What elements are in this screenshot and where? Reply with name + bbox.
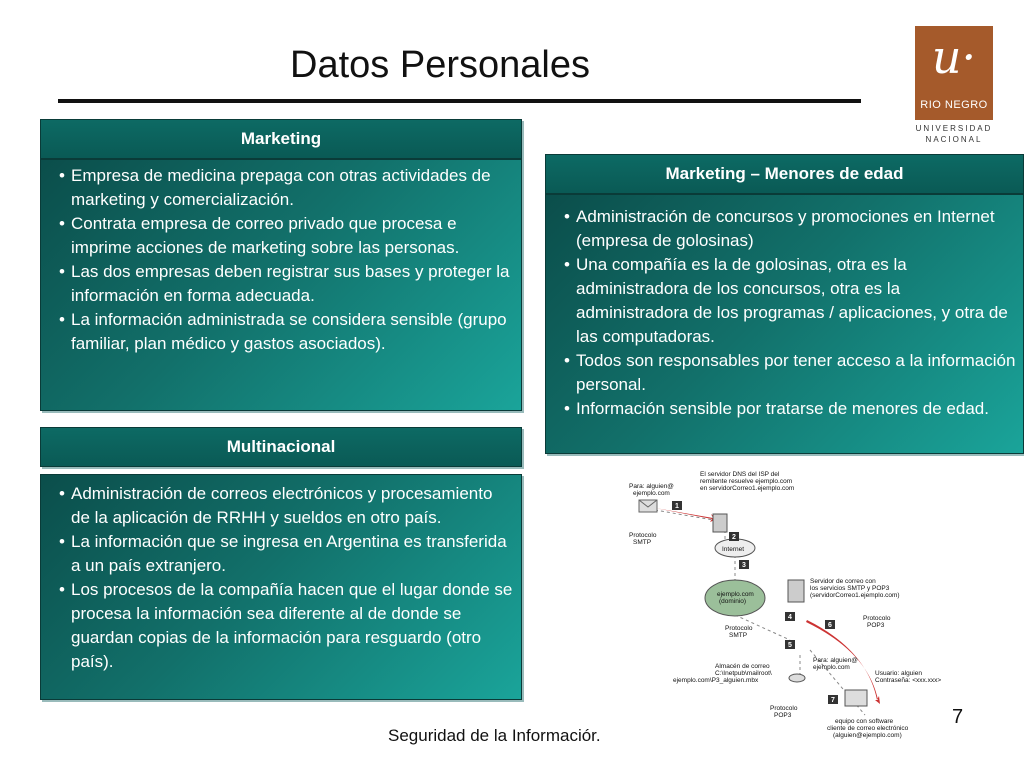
isp-server-icon	[713, 514, 727, 532]
pop1b-label: POP3	[867, 622, 885, 629]
smtp2b-label: SMTP	[729, 632, 748, 639]
footer-text: Seguridad de la Informaciór.	[388, 726, 601, 745]
slide-title: Datos Personales	[290, 44, 590, 86]
multinacional-list	[47, 482, 515, 674]
dns3-label: en servidorCorreo1.ejemplo.com	[700, 485, 795, 492]
menores-item: • Todos son responsables por tener acceso a la información personal.	[552, 349, 1017, 397]
step-number: 1	[675, 503, 679, 510]
smtp1b-label: SMTP	[633, 539, 652, 546]
ejemplo2-label: (dominio)	[719, 598, 747, 605]
dns1-label: El servidor DNS del ISP del	[700, 471, 780, 478]
logo-mark: u·	[931, 30, 977, 84]
menores-item: • Una compañía es la de golosinas, otra es la administradora de los concursos, otra es la administradora de los programas / aplicaciones, y otra de las computadoras.	[552, 253, 1017, 349]
step-number: 3	[742, 562, 746, 569]
para1-label: Para: alguien@	[629, 483, 674, 490]
marketing-header: Marketing	[40, 119, 522, 159]
client-computer-icon	[845, 690, 867, 706]
eq2-label: cliente de correo electrónico	[827, 725, 909, 732]
menores-header: Marketing – Menores de edad	[545, 154, 1024, 194]
logo-nacional: NACIONAL	[925, 135, 983, 144]
marketing-item: • La información administrada se considera sensible (grupo familiar, plan médico y gastos asociados).	[47, 308, 515, 356]
logo-rio-negro: RIO NEGRO	[920, 99, 988, 111]
menores-item: • Información sensible por tratarse de menores de edad.	[552, 397, 1017, 421]
multinacional-item: • Los procesos de la compañía hacen que el lugar donde se procesa la información sea diferente al de donde se guardan copias de la información para resguardo (otro país).	[47, 578, 515, 674]
multinacional-panel	[40, 474, 522, 700]
mail-store-icon	[789, 674, 805, 682]
menores-list	[552, 205, 1017, 421]
pop1a-label: Protocolo	[863, 615, 891, 622]
srv1-label: Servidor de correo con	[810, 578, 876, 585]
usr2-label: Contraseña: <xxx.xxx>	[875, 677, 942, 684]
marketing-list	[47, 164, 515, 356]
marketing-item: • Empresa de medicina prepaga con otras actividades de marketing y comercialización.	[47, 164, 515, 212]
pop2a-label: Protocolo	[770, 705, 798, 712]
email-flow-diagram	[625, 470, 965, 745]
logo-subtitle	[915, 123, 993, 145]
para1b-label: ejemplo.com	[633, 490, 670, 497]
eq3-label: (alguien@ejemplo.com)	[833, 732, 902, 739]
connector-line	[655, 510, 713, 520]
step-number: 4	[788, 614, 792, 621]
menores-panel	[545, 194, 1024, 454]
para2-label: Para: alguien@	[813, 657, 858, 664]
multinacional-item: • Administración de correos electrónicos y procesamiento de la aplicación de RRHH y sueldos en otro país.	[47, 482, 515, 530]
srv3-label: (servidorCorreo1.ejemplo.com)	[810, 592, 900, 599]
step-number: 6	[828, 622, 832, 629]
alm3-label: ejemplo.com\P3_alguien.mbx	[673, 677, 759, 684]
marketing-panel	[40, 159, 522, 411]
smtp1a-label: Protocolo	[629, 532, 657, 539]
step-number: 7	[831, 697, 835, 704]
logo-universidad: UNIVERSIDAD	[915, 124, 993, 133]
multinacional-item: • La información que se ingresa en Argentina es transferida a un país extranjero.	[47, 530, 515, 578]
marketing-item: • Contrata empresa de correo privado que procesa e imprime acciones de marketing sobre las personas.	[47, 212, 515, 260]
usr1-label: Usuario: alguien	[875, 670, 922, 677]
para2b-label: ejemplo.com	[813, 664, 850, 671]
smtp2a-label: Protocolo	[725, 625, 753, 632]
university-logo	[915, 26, 993, 148]
srv2-label: los servicios SMTP y POP3	[810, 585, 890, 592]
step-number: 5	[788, 642, 792, 649]
alm1-label: Almacén de correo	[715, 663, 770, 670]
page-number: 7	[952, 706, 964, 728]
alm2-label: C:\Inetpub\mailroot\	[715, 670, 772, 677]
mail-server-icon	[788, 580, 804, 602]
internet-label: Internet	[722, 546, 745, 553]
menores-item: • Administración de concursos y promociones en Internet (empresa de golosinas)	[552, 205, 1017, 253]
step-number: 2	[732, 534, 736, 541]
eq1-label: equipo con software	[835, 718, 894, 725]
ejemplo1-label: ejemplo.com	[717, 591, 754, 598]
title-underline	[58, 99, 861, 103]
multinacional-header: Multinacional	[40, 427, 522, 467]
marketing-item: • Las dos empresas deben registrar sus bases y proteger la información en forma adecuada.	[47, 260, 515, 308]
pop2b-label: POP3	[774, 712, 792, 719]
dns2-label: remitente resuelve ejemplo.com	[700, 478, 793, 485]
logo-mark-box	[915, 26, 993, 120]
